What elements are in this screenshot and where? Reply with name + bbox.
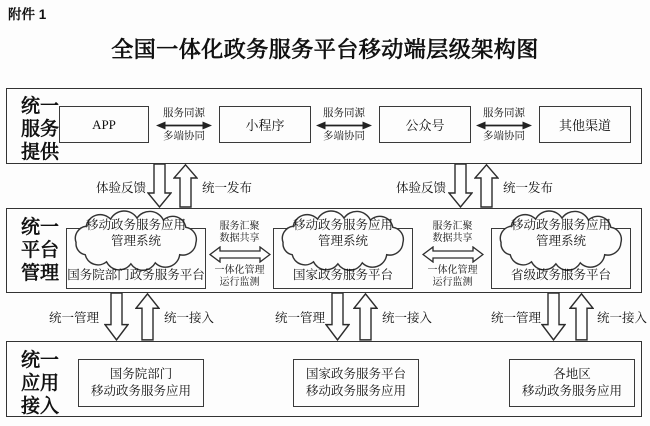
access-label: 统一接入 xyxy=(381,311,432,325)
publish-label: 统一发布 xyxy=(502,181,553,195)
platform-name: 国务院部门政务服务平台 xyxy=(67,268,205,282)
access-up-arrow xyxy=(353,293,378,341)
sync-top-label: 服务同源 xyxy=(323,108,365,119)
platform-box-national xyxy=(273,218,413,289)
sync-top-label: 服务同源 xyxy=(483,108,525,119)
feedback-label: 体验反馈 xyxy=(95,181,146,195)
band-label-line: 服务 xyxy=(20,119,59,140)
sync-bottom-label: 多端协同 xyxy=(483,131,525,142)
app-box-national-platform: 国家政务服务平台 移动政务服务应用 xyxy=(293,359,419,407)
platform-box-state-council-dept xyxy=(66,218,206,289)
sync-link-2 xyxy=(311,108,377,143)
access-up-arrow xyxy=(569,293,594,341)
manage-label: 统一管理 xyxy=(490,311,541,325)
band-platform-label xyxy=(17,216,63,285)
publish-label: 统一发布 xyxy=(201,181,252,195)
manage-down-arrow xyxy=(541,293,566,341)
exchange-link-2 xyxy=(416,221,489,288)
double-arrow-icon xyxy=(476,121,532,130)
platform-name: 国家政务服务平台 xyxy=(292,268,393,282)
exchange-label: 一体化管理 xyxy=(214,265,265,276)
band-service-label xyxy=(17,95,63,164)
exchange-link-1 xyxy=(203,221,276,288)
exchange-label: 运行监测 xyxy=(432,276,473,288)
page-title: 全国一体化政务服务平台移动端层级架构图 xyxy=(111,37,539,62)
band-label-line: 统一 xyxy=(20,350,59,371)
attachment-label: 附件 1 xyxy=(8,7,47,22)
exchange-label: 数据共享 xyxy=(432,232,473,244)
platform-box-provincial xyxy=(491,218,631,289)
band-application-label xyxy=(17,349,63,418)
management-system-label: 移动政务服务应用 管理系统 xyxy=(292,218,393,248)
band-platform-management xyxy=(6,208,642,293)
management-system-label: 移动政务服务应用 管理系统 xyxy=(510,218,611,248)
access-label: 统一接入 xyxy=(596,311,647,325)
channel-box-official-account: 公众号 xyxy=(379,106,471,143)
band-application-access xyxy=(6,341,642,417)
exchange-label: 服务汇聚 xyxy=(219,221,260,232)
exchange-label: 一体化管理 xyxy=(427,265,478,276)
publish-up-arrow xyxy=(173,164,198,208)
app-box-regional: 各地区 移动政务服务应用 xyxy=(509,359,635,407)
channel-box-miniprogram: 小程序 xyxy=(219,106,311,143)
management-system-label: 移动政务服务应用 管理系统 xyxy=(85,218,186,248)
channel-box-other: 其他渠道 xyxy=(539,106,631,143)
sync-link-3 xyxy=(471,108,537,143)
manage-down-arrow xyxy=(325,293,350,341)
double-arrow-icon xyxy=(156,121,212,130)
manage-label: 统一管理 xyxy=(48,311,99,325)
band-label-line: 平台 xyxy=(20,240,59,261)
feedback-down-arrow xyxy=(448,164,473,208)
sync-top-label: 服务同源 xyxy=(163,108,205,119)
exchange-label: 运行监测 xyxy=(219,276,260,288)
band-label-line: 管理 xyxy=(20,263,59,284)
exchange-label: 服务汇聚 xyxy=(432,221,473,232)
feedback-down-arrow xyxy=(147,164,172,208)
sync-bottom-label: 多端协同 xyxy=(163,131,205,142)
access-up-arrow xyxy=(135,293,160,341)
channel-box-app: APP xyxy=(59,106,149,143)
band-label-line: 提供 xyxy=(20,142,59,163)
publish-up-arrow xyxy=(474,164,499,208)
exchange-label: 数据共享 xyxy=(219,232,260,244)
band-label-line: 应用 xyxy=(20,373,59,394)
band-label-line: 接入 xyxy=(20,396,59,417)
feedback-label: 体验反馈 xyxy=(395,181,446,195)
manage-label: 统一管理 xyxy=(274,311,325,325)
access-label: 统一接入 xyxy=(163,311,214,325)
platform-name: 省级政务服务平台 xyxy=(510,268,611,282)
app-box-state-council-dept: 国务院部门 移动政务服务应用 xyxy=(78,359,204,407)
exchange-double-arrow xyxy=(209,246,271,263)
band-service-provision xyxy=(6,88,642,164)
sync-bottom-label: 多端协同 xyxy=(323,131,365,142)
band-label-line: 统一 xyxy=(20,96,59,117)
manage-down-arrow xyxy=(104,293,129,341)
double-arrow-icon xyxy=(316,121,372,130)
band-label-line: 统一 xyxy=(20,217,59,238)
sync-link-1 xyxy=(151,108,217,143)
exchange-double-arrow xyxy=(422,246,484,263)
